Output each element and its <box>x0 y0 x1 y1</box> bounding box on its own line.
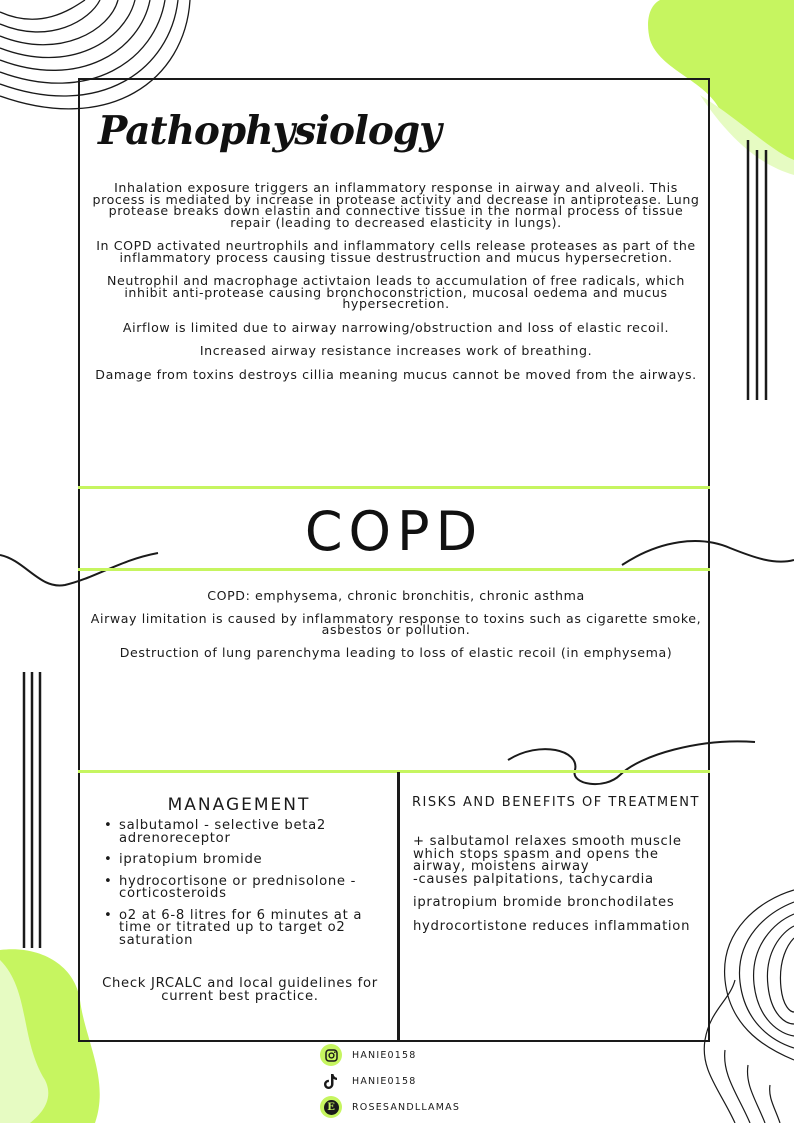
social-tiktok[interactable] <box>320 1068 540 1094</box>
paragraph: Airway limitation is caused by inflammatory response to toxins such as cigarette smoke, asbestos or pollution. <box>90 610 702 637</box>
social-links <box>320 1042 540 1120</box>
etsy-glyph: E <box>324 1100 339 1115</box>
band-top-line <box>78 486 710 489</box>
risks-title: RISKS AND BENEFITS OF TREATMENT <box>412 795 700 810</box>
pathophysiology-body <box>90 182 702 392</box>
paragraph: Damage from toxins destroys cillia meaning mucus cannot be moved from the airways. <box>95 366 697 382</box>
paragraph: Neutrophil and macrophage activtaion leads to accumulation of free radicals, which inhibit anti-protease causing bronchoconstriction, mucosal oedema and mucus hypersecretion. <box>107 273 685 311</box>
management-title: MANAGEMENT <box>167 795 311 815</box>
tiktok-icon <box>320 1070 342 1092</box>
copd-intro <box>90 590 702 669</box>
paragraph: COPD: emphysema, chronic bronchitis, chronic asthma <box>207 588 585 603</box>
paragraph-line: -causes palpitations, tachycardia <box>413 871 654 887</box>
management-note: Check JRCALC and local guidelines for current best practice. <box>102 976 378 1004</box>
copd-title: COPD <box>304 500 484 563</box>
list-item: • ipratopium bromide <box>104 854 394 867</box>
paragraph-line: + salbutamol relaxes smooth muscle which stops spasm and opens the airway, moistens airway <box>413 834 682 874</box>
paragraph: Inhalation exposure triggers an inflammatory response in airway and alveoli. This process is mediated by increase in protease activity and decrease in antiprotease. Lung protease breaks down elastin and connective tissue in the normal process of tissue repair (leading to decreased elasticity in lungs). <box>92 180 700 230</box>
list-item: • o2 at 6-8 litres for 6 minutes at a time or titrated up to target o2 saturation <box>104 910 394 948</box>
list-item: • salbutamol - selective beta2 adrenoreceptor <box>104 820 394 845</box>
list-item: • hydrocortisone or prednisolone - corticosteroids <box>104 876 394 901</box>
social-label: HANIE0158 <box>352 1049 417 1061</box>
social-label: HANIE0158 <box>352 1075 417 1087</box>
instagram-icon <box>320 1044 342 1066</box>
paragraph <box>413 836 703 886</box>
management-list <box>104 820 394 956</box>
etsy-icon <box>320 1096 342 1118</box>
paragraph: ipratropium bromide bronchodilates <box>413 895 675 910</box>
paragraph: Destruction of lung parenchyma leading to loss of elastic recoil (in emphysema) <box>119 644 673 660</box>
social-etsy[interactable] <box>320 1094 540 1120</box>
risks-body <box>413 836 703 944</box>
paragraph: In COPD activated neurtrophils and inflammatory cells release proteases as part of the inflammatory process causing tissue destrustruction and mucus hypersecretion. <box>96 238 696 265</box>
pathophysiology-title: Pathophysiology <box>98 108 441 154</box>
paragraph: hydrocortistone reduces inflammation <box>413 918 691 934</box>
social-instagram[interactable] <box>320 1042 540 1068</box>
section-divider-line <box>78 770 710 773</box>
paragraph: Airflow is limited due to airway narrowing/obstruction and loss of elastic recoil. <box>122 319 670 335</box>
paragraph: Increased airway resistance increases work of breathing. <box>199 343 593 358</box>
social-label: ROSESANDLLAMAS <box>352 1101 461 1113</box>
band-bottom-line <box>78 568 710 571</box>
